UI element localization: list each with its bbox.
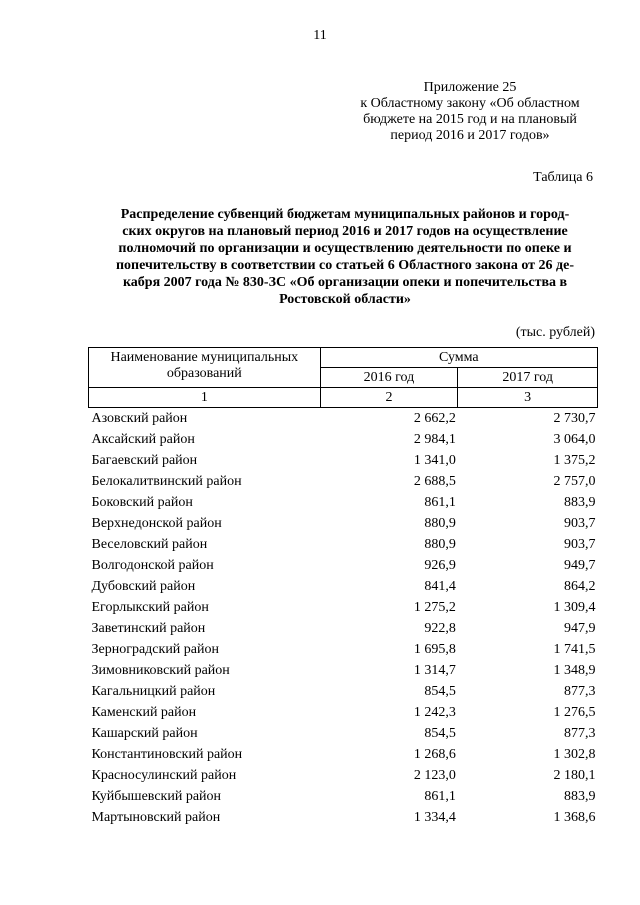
value-2016-cell: 922,8 [424,621,456,636]
table-row [89,681,598,702]
value-2016-cell: 1 695,8 [413,642,456,657]
value-2017-cell: 2 730,7 [553,411,596,426]
district-name-cell: Кашарский район [91,726,198,741]
value-2016-cell: 880,9 [424,516,456,531]
title-line: кабря 2007 года № 830-ЗС «Об организации опеки и попечительства в [122,275,568,290]
value-2016-cell: 2 688,5 [413,474,456,489]
title-line: Распределение субвенций бюджетам муниципальных районов и город- [120,207,570,222]
value-2017-cell: 877,3 [564,726,596,741]
district-name-cell: Зерноградский район [91,642,219,657]
value-2017-cell: 1 375,2 [553,453,596,468]
value-2017-cell: 877,3 [564,684,596,699]
value-2017-cell: 3 064,0 [553,432,596,447]
table-row [89,471,598,492]
value-2017-cell: 1 348,9 [553,663,596,678]
value-2016-cell: 1 341,0 [413,453,456,468]
value-2017-cell: 1 309,4 [553,600,596,615]
appendix-line: к Областному закону «Об областном [360,96,580,111]
column-number: 2 [320,388,458,408]
value-2016-cell: 1 314,7 [413,663,456,678]
value-2017-cell: 883,9 [564,789,596,804]
district-name-cell: Мартыновский район [91,810,221,825]
table-row [89,723,598,744]
value-2017-cell: 903,7 [564,516,596,531]
header-name: Наименование муниципальных образований [89,348,321,388]
value-2016-cell: 1 242,3 [413,705,456,720]
table-row [89,702,598,723]
value-2016-cell: 854,5 [424,726,456,741]
district-name-cell: Куйбышевский район [91,789,222,804]
title-line: полномочий по организации и осуществлению деятельности по опеке и [118,241,572,256]
table-label: Таблица 6 [533,170,593,185]
table-row [89,807,598,828]
units-label: (тыс. рублей) [515,325,595,340]
title-line: Ростовской области» [279,292,411,307]
column-number: 3 [458,388,598,408]
table-row [89,492,598,513]
appendix-line: Приложение 25 [423,80,517,95]
appendix-note [345,80,595,144]
district-name-cell: Кагальницкий район [91,684,216,699]
district-name-cell: Верхнедонской район [91,516,222,531]
value-2016-cell: 880,9 [424,537,456,552]
value-2016-cell: 841,4 [424,579,456,594]
district-name-cell: Каменский район [91,705,197,720]
table-row [89,765,598,786]
district-name-cell: Волгодонской район [91,558,214,573]
district-name-cell: Константиновский район [91,747,243,762]
value-2016-cell: 2 123,0 [413,768,456,783]
title-line: ских округов на плановый период 2016 и 2017 годов на осуществление [122,224,568,239]
value-2016-cell: 2 984,1 [413,432,456,447]
table-row [89,786,598,807]
value-2017-cell: 903,7 [564,537,596,552]
table-row [89,744,598,765]
value-2017-cell: 1 741,5 [553,642,596,657]
table-row [89,450,598,471]
district-name-cell: Аксайский район [91,432,195,447]
value-2016-cell: 926,9 [424,558,456,573]
header-sum: Сумма [320,348,597,368]
table-row [89,555,598,576]
table-row [89,429,598,450]
value-2017-cell: 2 180,1 [553,768,596,783]
subventions-table [88,347,598,828]
value-2016-cell: 1 268,6 [413,747,456,762]
district-name-cell: Красносулинский район [91,768,237,783]
document-title [95,206,595,308]
value-2017-cell: 1 368,6 [553,810,596,825]
appendix-line: бюджете на 2015 год и на плановый [363,112,577,127]
value-2017-cell: 864,2 [564,579,596,594]
district-name-cell: Заветинский район [91,621,206,636]
appendix-line: период 2016 и 2017 годов» [390,128,550,143]
district-name-cell: Дубовский район [91,579,196,594]
table-row [89,660,598,681]
district-name-cell: Боковский район [91,495,193,510]
district-name-cell: Зимовниковский район [91,663,230,678]
district-name-cell: Веселовский район [91,537,208,552]
value-2017-cell: 1 276,5 [553,705,596,720]
table-row [89,534,598,555]
value-2017-cell: 883,9 [564,495,596,510]
value-2017-cell: 949,7 [564,558,596,573]
value-2016-cell: 2 662,2 [413,411,456,426]
table-row [89,597,598,618]
value-2016-cell: 861,1 [424,495,456,510]
table-row [89,576,598,597]
header-2016: 2016 год [320,368,458,388]
value-2016-cell: 1 275,2 [413,600,456,615]
table-row [89,513,598,534]
value-2017-cell: 947,9 [564,621,596,636]
table-row [89,618,598,639]
title-line: попечительству в соответствии со статьей 6 Областного закона от 26 де- [115,258,574,273]
district-name-cell: Егорлыкский район [91,600,209,615]
district-name-cell: Багаевский район [91,453,198,468]
table-row [89,639,598,660]
header-2017: 2017 год [458,368,598,388]
district-name-cell: Белокалитвинский район [91,474,242,489]
value-2016-cell: 854,5 [424,684,456,699]
value-2017-cell: 1 302,8 [553,747,596,762]
district-name-cell: Азовский район [91,411,188,426]
page-number: 11 [313,28,327,43]
table-row [89,408,598,430]
value-2016-cell: 861,1 [424,789,456,804]
value-2016-cell: 1 334,4 [413,810,456,825]
column-number: 1 [89,388,321,408]
value-2017-cell: 2 757,0 [553,474,596,489]
